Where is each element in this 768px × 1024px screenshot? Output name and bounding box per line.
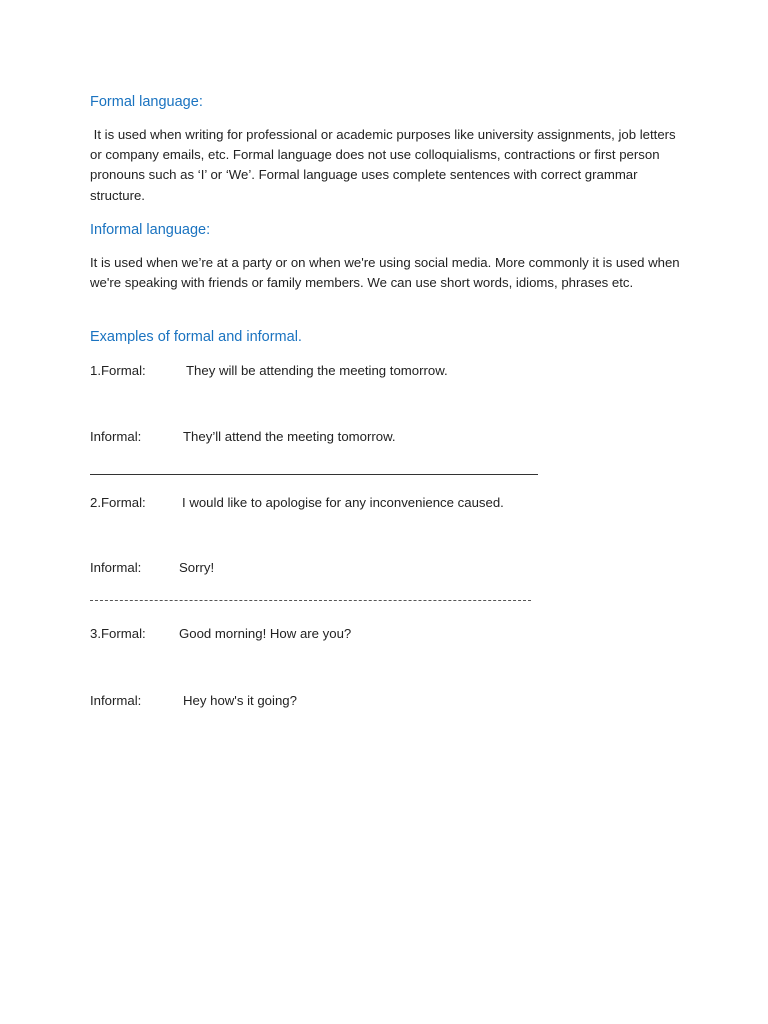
separator-dashed-rule xyxy=(90,600,531,601)
example-3-formal-label: 3.Formal: xyxy=(90,626,146,641)
example-1-informal-label: Informal: xyxy=(90,429,142,444)
example-1-formal-label: 1.Formal: xyxy=(90,363,146,378)
separator-solid-rule xyxy=(90,474,538,475)
example-3-informal-sentence: Hey how's it going? xyxy=(183,693,297,708)
example-2-formal-sentence: I would like to apologise for any inconvenience caused. xyxy=(182,495,504,510)
document-page xyxy=(90,0,690,1024)
informal-language-paragraph: It is used when we’re at a party or on when we're using social media. More commonly it is used when we're speaking with friends or family members. We can use short words, idioms, phrases etc. xyxy=(90,255,680,291)
example-3-informal-label: Informal: xyxy=(90,693,142,708)
example-1-formal-sentence: They will be attending the meeting tomorrow. xyxy=(186,363,448,378)
example-1-informal-sentence: They’ll attend the meeting tomorrow. xyxy=(183,429,396,444)
formal-language-paragraph: It is used when writing for professional or academic purposes like university assignments, job letters or company emails, etc. Formal language does not use colloquialisms, contractions or first person pronouns such as ‘I’ or ‘We’. Formal language uses complete sentences with correct grammar structure. xyxy=(90,127,680,203)
informal-language-heading: Informal language: xyxy=(90,222,211,238)
example-2-formal-label: 2.Formal: xyxy=(90,495,146,510)
formal-language-heading: Formal language: xyxy=(90,94,203,110)
example-2-informal-label: Informal: xyxy=(90,560,142,575)
example-2-informal-sentence: Sorry! xyxy=(179,560,215,575)
example-3-formal-sentence: Good morning! How are you? xyxy=(179,626,352,641)
examples-heading: Examples of formal and informal. xyxy=(90,329,302,345)
